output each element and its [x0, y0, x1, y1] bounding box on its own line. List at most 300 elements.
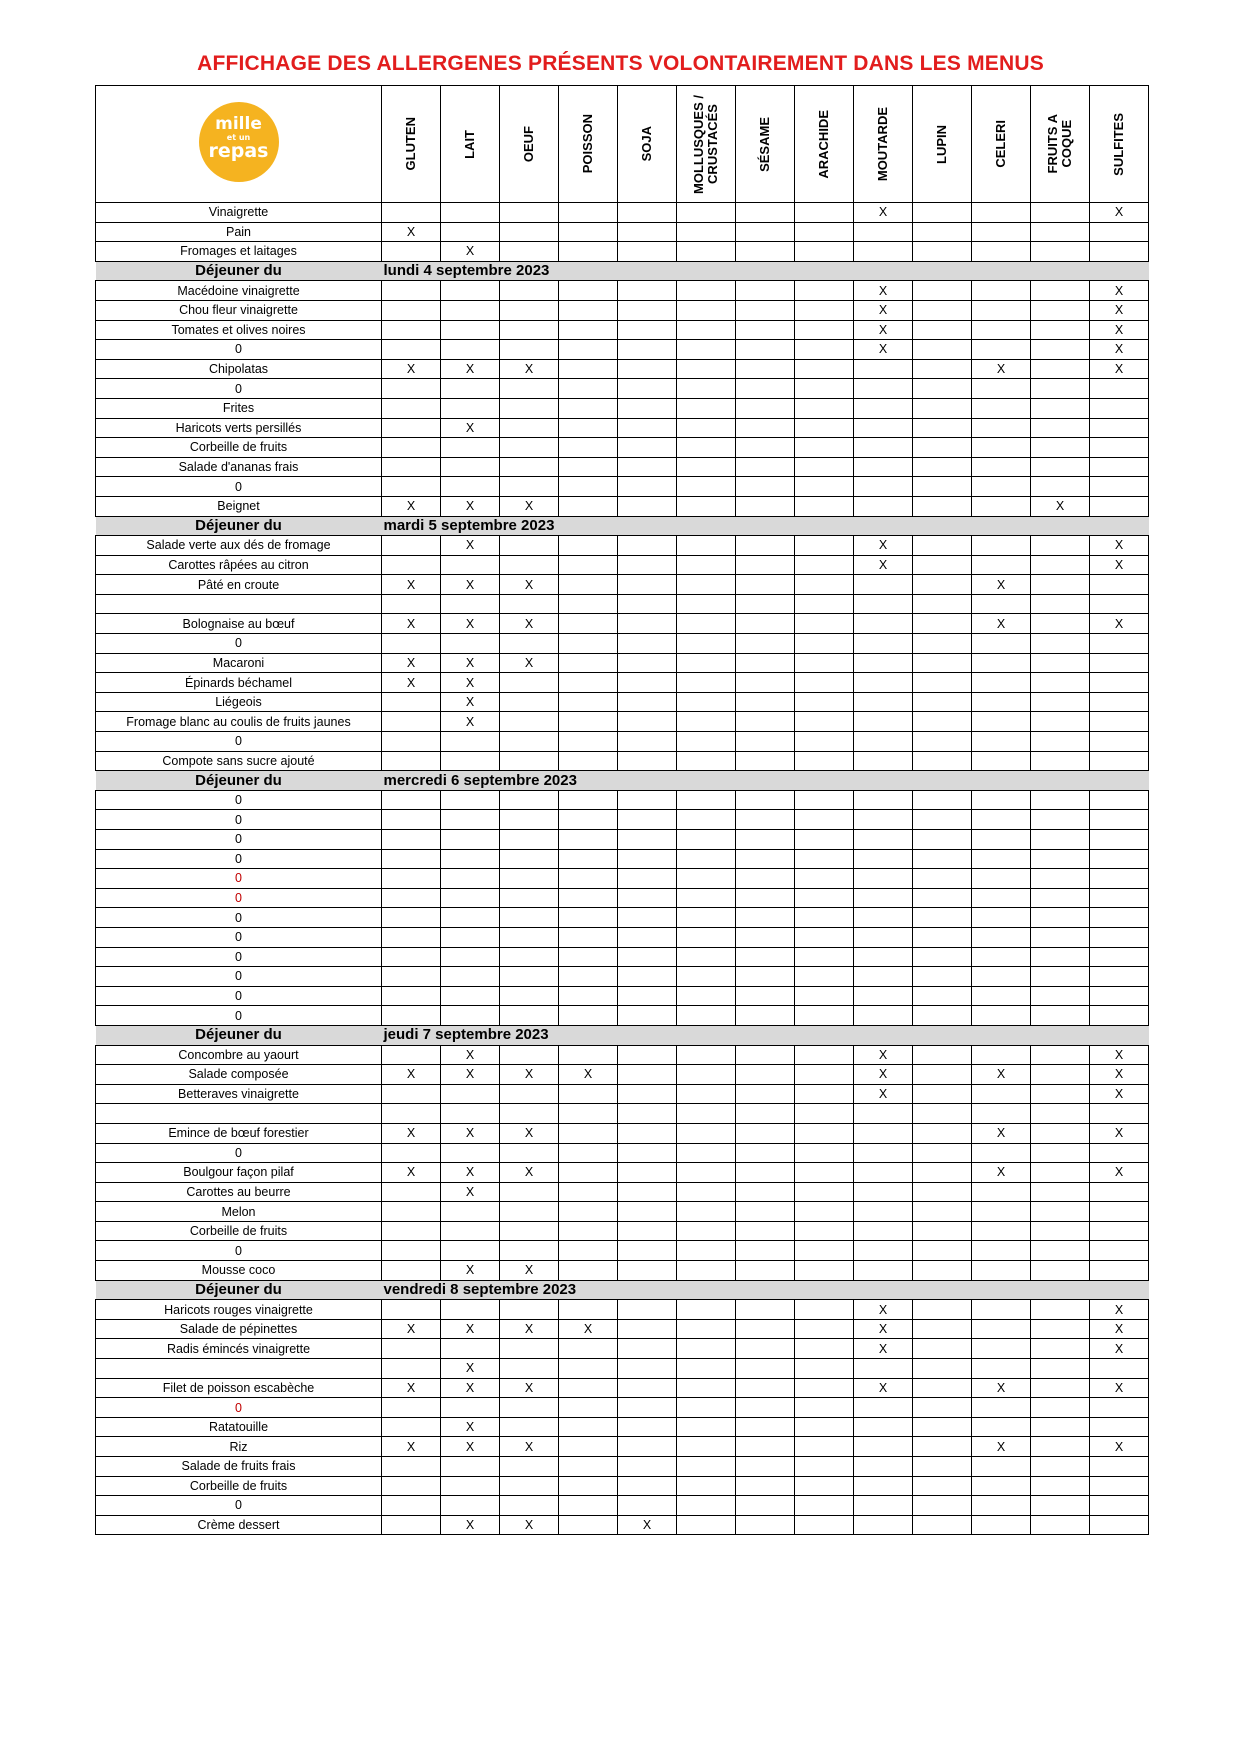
allergen-cell — [1090, 1496, 1149, 1516]
allergen-cell — [736, 1163, 795, 1183]
allergen-cell — [559, 927, 618, 947]
allergen-cell — [441, 340, 500, 360]
allergen-cell — [972, 1476, 1031, 1496]
allergen-mark: X — [382, 1163, 441, 1183]
allergen-cell — [677, 1476, 736, 1496]
allergen-cell — [1031, 1417, 1090, 1437]
allergen-cell — [382, 1359, 441, 1379]
allergen-mark: X — [854, 300, 913, 320]
allergen-cell — [382, 281, 441, 301]
allergen-cell — [1090, 986, 1149, 1006]
allergen-cell — [795, 712, 854, 732]
dish-name: Emince de bœuf forestier — [96, 1123, 382, 1143]
table-row — [96, 1084, 1149, 1104]
allergen-cell — [559, 1437, 618, 1457]
dish-name: Melon — [96, 1202, 382, 1222]
allergen-cell — [677, 673, 736, 693]
allergen-cell — [736, 986, 795, 1006]
allergen-cell — [795, 1339, 854, 1359]
allergen-cell — [913, 614, 972, 634]
allergen-cell — [1031, 967, 1090, 987]
allergen-cell — [382, 242, 441, 262]
allergen-cell — [854, 398, 913, 418]
allergen-cell — [972, 438, 1031, 458]
dish-name: 0 — [96, 1143, 382, 1163]
allergen-mark: X — [441, 712, 500, 732]
allergen-cell — [618, 320, 677, 340]
allergen-header-label: SÉSAME — [757, 116, 772, 172]
allergen-cell — [500, 1221, 559, 1241]
allergen-mark: X — [500, 1065, 559, 1085]
allergen-cell — [677, 653, 736, 673]
allergen-cell — [677, 751, 736, 771]
allergen-header — [913, 86, 972, 203]
allergen-cell — [618, 1104, 677, 1124]
dish-name — [96, 1104, 382, 1124]
allergen-cell — [972, 281, 1031, 301]
allergen-cell — [1031, 1515, 1090, 1535]
allergen-mark: X — [441, 575, 500, 595]
allergen-cell — [795, 536, 854, 556]
allergen-cell — [559, 536, 618, 556]
allergen-cell — [913, 1515, 972, 1535]
table-row — [96, 477, 1149, 497]
allergen-cell — [913, 751, 972, 771]
allergen-cell — [559, 712, 618, 732]
table-row — [96, 575, 1149, 595]
allergen-cell — [618, 673, 677, 693]
allergen-cell — [795, 477, 854, 497]
allergen-cell — [441, 1241, 500, 1261]
dish-name: 0 — [96, 908, 382, 928]
allergen-cell — [618, 830, 677, 850]
allergen-cell — [1090, 908, 1149, 928]
allergen-mark: X — [1090, 340, 1149, 360]
allergen-cell — [677, 1084, 736, 1104]
allergen-mark: X — [441, 1065, 500, 1085]
dish-name: Fromages et laitages — [96, 242, 382, 262]
allergen-cell — [1031, 1398, 1090, 1418]
allergen-cell — [500, 692, 559, 712]
allergen-cell — [559, 359, 618, 379]
allergen-header-label: SOJA — [639, 126, 654, 162]
allergen-cell — [382, 810, 441, 830]
allergen-cell — [913, 379, 972, 399]
allergen-cell — [559, 1241, 618, 1261]
allergen-cell — [972, 1398, 1031, 1418]
allergen-cell — [559, 1261, 618, 1281]
allergen-cell — [1031, 320, 1090, 340]
allergen-cell — [677, 1437, 736, 1457]
allergen-cell — [1090, 732, 1149, 752]
allergen-cell — [382, 379, 441, 399]
allergen-cell — [618, 536, 677, 556]
allergen-cell — [1090, 242, 1149, 262]
allergen-header — [736, 86, 795, 203]
allergen-cell — [854, 673, 913, 693]
allergen-cell — [441, 1457, 500, 1477]
day-header-row — [96, 771, 1149, 791]
allergen-cell — [559, 1476, 618, 1496]
allergen-cell — [1090, 222, 1149, 242]
allergen-cell — [618, 222, 677, 242]
allergen-cell — [1031, 359, 1090, 379]
allergen-cell — [1031, 751, 1090, 771]
allergen-cell — [559, 1143, 618, 1163]
allergen-cell — [854, 732, 913, 752]
allergen-cell — [736, 751, 795, 771]
allergen-cell — [972, 673, 1031, 693]
allergen-cell — [382, 1261, 441, 1281]
allergen-cell — [854, 1123, 913, 1143]
allergen-cell — [736, 1065, 795, 1085]
allergen-cell — [382, 908, 441, 928]
allergen-cell — [382, 536, 441, 556]
allergen-mark: X — [854, 1300, 913, 1320]
allergen-cell — [500, 967, 559, 987]
allergen-header-label: GLUTEN — [403, 117, 418, 171]
allergen-cell — [618, 359, 677, 379]
allergen-cell — [618, 967, 677, 987]
allergen-cell — [972, 594, 1031, 614]
allergen-cell — [972, 1202, 1031, 1222]
allergen-cell — [618, 869, 677, 889]
table-row — [96, 1496, 1149, 1516]
allergen-cell — [1090, 1241, 1149, 1261]
allergen-cell — [913, 790, 972, 810]
allergen-cell — [1090, 1143, 1149, 1163]
allergen-cell — [382, 320, 441, 340]
table-row — [96, 888, 1149, 908]
allergen-mark: X — [382, 1065, 441, 1085]
allergen-cell — [618, 1319, 677, 1339]
allergen-cell — [441, 1006, 500, 1026]
allergen-cell — [618, 1143, 677, 1163]
allergen-cell — [677, 1241, 736, 1261]
allergen-cell — [1090, 438, 1149, 458]
allergen-cell — [1031, 477, 1090, 497]
allergen-mark: X — [1090, 555, 1149, 575]
allergen-cell — [1031, 1496, 1090, 1516]
allergen-cell — [441, 1300, 500, 1320]
allergen-cell — [972, 1045, 1031, 1065]
allergen-table — [95, 85, 1149, 1535]
allergen-cell — [441, 927, 500, 947]
allergen-mark: X — [1090, 1339, 1149, 1359]
allergen-cell — [972, 732, 1031, 752]
allergen-cell — [677, 849, 736, 869]
allergen-cell — [618, 634, 677, 654]
table-row — [96, 222, 1149, 242]
table-row — [96, 281, 1149, 301]
allergen-cell — [677, 1398, 736, 1418]
allergen-cell — [913, 1300, 972, 1320]
allergen-cell — [618, 653, 677, 673]
allergen-cell — [736, 1398, 795, 1418]
allergen-header — [382, 86, 441, 203]
allergen-cell — [382, 751, 441, 771]
table-row — [96, 555, 1149, 575]
allergen-cell — [382, 869, 441, 889]
allergen-cell — [677, 1457, 736, 1477]
allergen-mark: X — [1090, 1084, 1149, 1104]
allergen-cell — [1031, 457, 1090, 477]
allergen-cell — [736, 1045, 795, 1065]
allergen-cell — [736, 810, 795, 830]
allergen-cell — [972, 1084, 1031, 1104]
allergen-header-label: OEUF — [521, 125, 536, 163]
allergen-mark: X — [500, 496, 559, 516]
allergen-cell — [736, 712, 795, 732]
allergen-cell — [441, 810, 500, 830]
allergen-cell — [736, 1515, 795, 1535]
dish-name: 0 — [96, 340, 382, 360]
allergen-cell — [441, 830, 500, 850]
allergen-cell — [736, 1476, 795, 1496]
allergen-cell — [913, 908, 972, 928]
allergen-cell — [500, 1241, 559, 1261]
allergen-mark: X — [972, 1065, 1031, 1085]
allergen-cell — [854, 986, 913, 1006]
allergen-mark: X — [441, 1417, 500, 1437]
table-row — [96, 398, 1149, 418]
allergen-cell — [972, 222, 1031, 242]
allergen-cell — [736, 967, 795, 987]
allergen-mark: X — [500, 614, 559, 634]
allergen-cell — [441, 1496, 500, 1516]
allergen-cell — [854, 496, 913, 516]
allergen-cell — [1090, 398, 1149, 418]
logo-line-2: et un — [226, 132, 251, 142]
allergen-cell — [913, 1319, 972, 1339]
allergen-cell — [1090, 379, 1149, 399]
table-row — [96, 1123, 1149, 1143]
allergen-cell — [441, 438, 500, 458]
dish-name: Corbeille de fruits — [96, 1476, 382, 1496]
allergen-cell — [677, 1006, 736, 1026]
allergen-cell — [736, 1202, 795, 1222]
allergen-cell — [382, 340, 441, 360]
allergen-cell — [913, 1104, 972, 1124]
table-row — [96, 614, 1149, 634]
allergen-cell — [1031, 869, 1090, 889]
allergen-cell — [854, 1221, 913, 1241]
allergen-cell — [1031, 1143, 1090, 1163]
allergen-mark: X — [500, 1515, 559, 1535]
allergen-cell — [441, 1339, 500, 1359]
day-date: lundi 4 septembre 2023 — [382, 261, 1149, 281]
allergen-cell — [854, 1261, 913, 1281]
allergen-cell — [1090, 810, 1149, 830]
allergen-cell — [854, 359, 913, 379]
allergen-cell — [795, 1319, 854, 1339]
allergen-header — [618, 86, 677, 203]
allergen-cell — [559, 1457, 618, 1477]
allergen-cell — [559, 222, 618, 242]
allergen-cell — [913, 712, 972, 732]
allergen-cell — [736, 1241, 795, 1261]
allergen-cell — [736, 908, 795, 928]
allergen-cell — [1031, 1202, 1090, 1222]
allergen-cell — [795, 1515, 854, 1535]
allergen-cell — [618, 1123, 677, 1143]
allergen-cell — [736, 888, 795, 908]
allergen-cell — [559, 340, 618, 360]
allergen-header-label: POISSON — [580, 114, 595, 174]
table-row — [96, 359, 1149, 379]
dish-name: Pain — [96, 222, 382, 242]
allergen-cell — [913, 830, 972, 850]
allergen-cell — [618, 1417, 677, 1437]
allergen-mark: X — [972, 1378, 1031, 1398]
allergen-mark: X — [500, 1163, 559, 1183]
allergen-cell — [795, 1398, 854, 1418]
allergen-cell — [736, 1143, 795, 1163]
allergen-cell — [677, 1221, 736, 1241]
allergen-cell — [972, 340, 1031, 360]
allergen-cell — [972, 810, 1031, 830]
allergen-cell — [618, 300, 677, 320]
allergen-cell — [795, 1084, 854, 1104]
allergen-cell — [559, 1398, 618, 1418]
allergen-cell — [913, 673, 972, 693]
allergen-cell — [618, 418, 677, 438]
allergen-cell — [500, 281, 559, 301]
allergen-cell — [559, 418, 618, 438]
allergen-cell — [972, 1104, 1031, 1124]
allergen-cell — [559, 320, 618, 340]
allergen-header — [441, 86, 500, 203]
allergen-cell — [677, 1163, 736, 1183]
dish-name: Carottes râpées au citron — [96, 555, 382, 575]
allergen-cell — [382, 1221, 441, 1241]
allergen-cell — [677, 340, 736, 360]
allergen-mark: X — [1090, 536, 1149, 556]
allergen-cell — [1090, 1359, 1149, 1379]
allergen-cell — [441, 555, 500, 575]
dish-name: Chipolatas — [96, 359, 382, 379]
allergen-cell — [1090, 477, 1149, 497]
allergen-cell — [854, 751, 913, 771]
allergen-cell — [972, 457, 1031, 477]
allergen-cell — [913, 438, 972, 458]
allergen-cell — [677, 712, 736, 732]
allergen-cell — [1031, 614, 1090, 634]
allergen-cell — [559, 1339, 618, 1359]
allergen-cell — [795, 1065, 854, 1085]
dish-name: 0 — [96, 986, 382, 1006]
allergen-cell — [795, 1221, 854, 1241]
allergen-mark: X — [854, 1045, 913, 1065]
allergen-cell — [972, 1496, 1031, 1516]
allergen-cell — [854, 869, 913, 889]
table-row — [96, 908, 1149, 928]
allergen-cell — [677, 1065, 736, 1085]
allergen-mark: X — [441, 496, 500, 516]
allergen-cell — [913, 1398, 972, 1418]
dish-name: Pâté en croute — [96, 575, 382, 595]
allergen-cell — [736, 418, 795, 438]
allergen-mark: X — [618, 1515, 677, 1535]
allergen-cell — [795, 398, 854, 418]
allergen-cell — [559, 398, 618, 418]
allergen-cell — [500, 1398, 559, 1418]
allergen-cell — [559, 810, 618, 830]
allergen-mark: X — [500, 653, 559, 673]
allergen-cell — [441, 869, 500, 889]
allergen-cell — [972, 1417, 1031, 1437]
allergen-cell — [795, 575, 854, 595]
allergen-cell — [559, 1515, 618, 1535]
allergen-cell — [500, 908, 559, 928]
allergen-cell — [441, 1143, 500, 1163]
allergen-cell — [559, 732, 618, 752]
dish-name: 0 — [96, 927, 382, 947]
allergen-cell — [795, 359, 854, 379]
allergen-cell — [736, 496, 795, 516]
allergen-cell — [618, 1182, 677, 1202]
allergen-cell — [500, 1496, 559, 1516]
dish-name: 0 — [96, 634, 382, 654]
allergen-cell — [677, 1261, 736, 1281]
allergen-cell — [1031, 1221, 1090, 1241]
allergen-header-label: LAIT — [462, 129, 477, 159]
allergen-cell — [972, 555, 1031, 575]
table-row — [96, 1182, 1149, 1202]
allergen-cell — [1090, 1006, 1149, 1026]
dish-name: Compote sans sucre ajouté — [96, 751, 382, 771]
allergen-mark: X — [972, 1437, 1031, 1457]
allergen-cell — [500, 1182, 559, 1202]
allergen-cell — [913, 320, 972, 340]
allergen-cell — [736, 1457, 795, 1477]
allergen-cell — [972, 418, 1031, 438]
allergen-cell — [736, 555, 795, 575]
allergen-cell — [1090, 849, 1149, 869]
dish-name: 0 — [96, 379, 382, 399]
table-row — [96, 1457, 1149, 1477]
day-label: Déjeuner du — [96, 261, 382, 281]
allergen-mark: X — [500, 575, 559, 595]
allergen-cell — [736, 653, 795, 673]
allergen-cell — [382, 830, 441, 850]
allergen-cell — [677, 927, 736, 947]
table-row — [96, 1006, 1149, 1026]
allergen-cell — [913, 947, 972, 967]
allergen-cell — [559, 947, 618, 967]
allergen-cell — [1090, 1202, 1149, 1222]
allergen-cell — [1031, 1006, 1090, 1026]
allergen-cell — [1031, 222, 1090, 242]
allergen-cell — [382, 1476, 441, 1496]
allergen-cell — [559, 614, 618, 634]
allergen-cell — [618, 1261, 677, 1281]
allergen-mark: X — [441, 1182, 500, 1202]
allergen-cell — [677, 810, 736, 830]
allergen-cell — [795, 1457, 854, 1477]
allergen-cell — [500, 1084, 559, 1104]
allergen-cell — [382, 1457, 441, 1477]
allergen-cell — [1090, 1515, 1149, 1535]
allergen-cell — [500, 300, 559, 320]
allergen-cell — [795, 1104, 854, 1124]
allergen-cell — [1090, 418, 1149, 438]
allergen-cell — [1031, 692, 1090, 712]
allergen-cell — [1031, 438, 1090, 458]
allergen-cell — [1031, 947, 1090, 967]
allergen-cell — [1031, 1163, 1090, 1183]
dish-name: Betteraves vinaigrette — [96, 1084, 382, 1104]
